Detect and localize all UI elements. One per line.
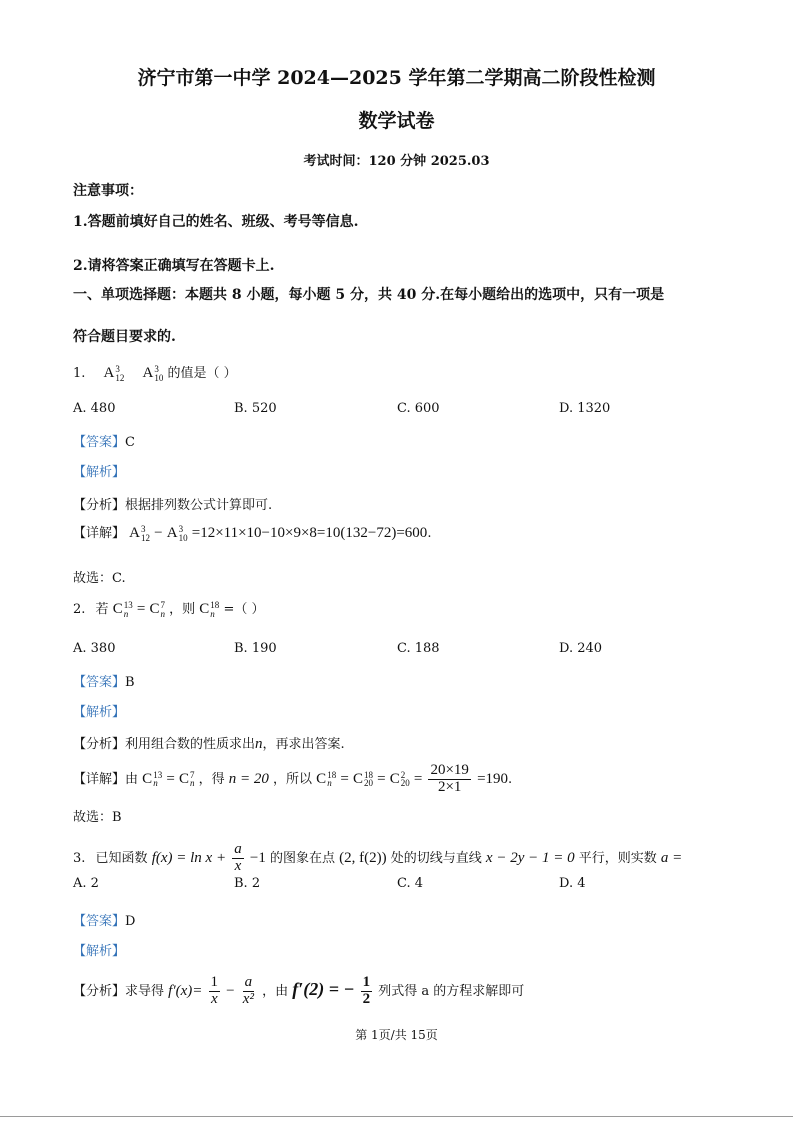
q3-answer: 【答案】D bbox=[73, 914, 136, 929]
q3-option-c: C. 4 bbox=[397, 876, 424, 891]
q2-option-c: C. 188 bbox=[397, 641, 440, 656]
q1-stem: 1. A 3 12 A 3 10 的值是（ ） bbox=[73, 363, 237, 383]
q1-conclusion: 故选：C. bbox=[73, 571, 126, 586]
q3-option-b: B. 2 bbox=[234, 876, 261, 891]
q1-perm-a12: A 3 12 bbox=[103, 363, 125, 383]
q3-option-a: A. 2 bbox=[73, 876, 99, 891]
q3-fenxi: 【分析】求导得 f′(x)= $\frac{1}{x}$ − $\frac{a}{\text{x²}}$ ，由 f′(2) = − $\frac{1}{2}$ 列式得 a 的方程求解即可 bbox=[73, 974, 525, 1007]
q1-option-a: A. 480 bbox=[73, 401, 116, 416]
notes-item-1: 1.答题前填好自己的姓名、班级、考号等信息. bbox=[73, 214, 359, 230]
q2-option-b: B. 190 bbox=[234, 641, 277, 656]
bottom-divider bbox=[0, 1116, 793, 1117]
q2-analysis-label: 【解析】 bbox=[73, 705, 126, 720]
section1-line2: 符合题目要求的. bbox=[73, 329, 176, 345]
q3-option-d: D. 4 bbox=[559, 876, 586, 891]
q1-answer: 【答案】C bbox=[73, 435, 135, 450]
exam-subtitle: 数学试卷 bbox=[358, 110, 435, 132]
q1-number: 1. bbox=[73, 366, 86, 381]
q3-analysis-label: 【解析】 bbox=[73, 944, 126, 959]
q2-fenxi: 【分析】利用组合数的性质求出n，再求出答案. bbox=[73, 736, 345, 752]
notes-heading: 注意事项： bbox=[73, 183, 143, 199]
exam-title: 济宁市第一中学 2024—2025 学年第二学期高二阶段性检测 bbox=[137, 67, 656, 89]
q1-analysis-label: 【解析】 bbox=[73, 465, 126, 480]
section1-line1: 一、单项选择题：本题共 8 小题，每小题 5 分，共 40 分.在每小题给出的选项中，只有一项是 bbox=[73, 287, 665, 303]
q1-detail: 【详解】 A 3 12 − A 3 10 =12×11×10−10×9×8=10(132−72)=600. bbox=[73, 523, 432, 543]
q2-option-d: D. 240 bbox=[559, 641, 603, 656]
q1-fenxi: 【分析】根据排列数公式计算即可. bbox=[73, 498, 273, 513]
q2-option-a: A. 380 bbox=[73, 641, 116, 656]
q1-option-d: D. 1320 bbox=[559, 401, 611, 416]
q2-stem: 2. 若 C 13 n = C 7 n ，则 C 18 n =（ ） bbox=[73, 599, 265, 619]
q2-answer: 【答案】B bbox=[73, 675, 135, 690]
q1-perm-a10: A 3 10 bbox=[142, 363, 164, 383]
q3-stem: 3. 已知函数 f(x) = ln x + $\frac{a}{x}$ −1 的图象在点 (2, f(2)) 处的切线与直线 x − 2y − 1 = 0 平行，则实数 a = bbox=[73, 841, 683, 874]
q1-option-c: C. 600 bbox=[397, 401, 440, 416]
page-footer: 第 1页/共 15页 bbox=[355, 1028, 438, 1042]
exam-time: 考试时间：120 分钟 2025.03 bbox=[303, 154, 490, 169]
q1-option-b: B. 520 bbox=[234, 401, 277, 416]
notes-item-2: 2.请将答案正确填写在答题卡上. bbox=[73, 258, 275, 274]
q2-detail: 【详解】由 C 13 n = C 7 n ，得 n = 20 ，所以 C 18 n = C 18 20 = C 2 20 = $\frac{20\times 19}{2\times 1}$ =190. bbox=[73, 762, 513, 795]
q2-conclusion: 故选：B bbox=[73, 810, 122, 825]
